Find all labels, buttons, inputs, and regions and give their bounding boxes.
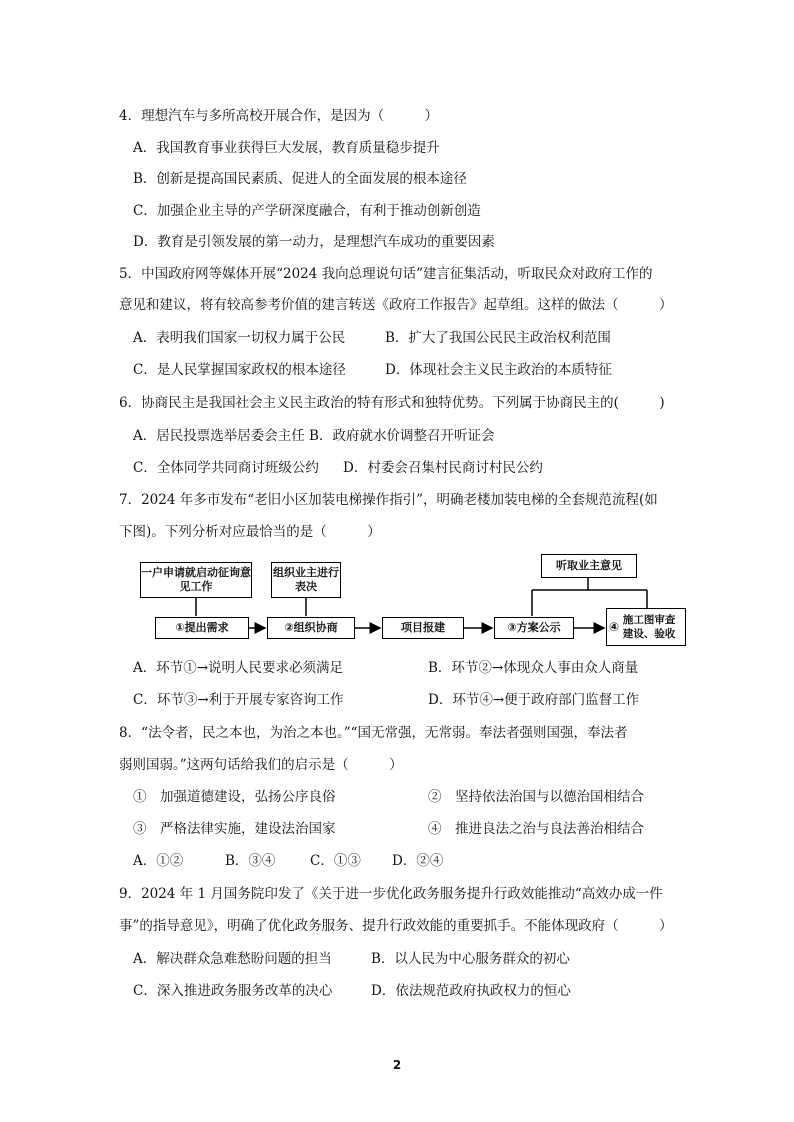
q8-item-4: ④ 推进良法之治与良法善治相结合	[428, 821, 644, 837]
flow-box-apply-consult: 一户申请就启动征询意见工作	[140, 562, 252, 598]
q5-option-b: B．扩大了我国公民民主政治权利范围	[385, 330, 611, 346]
q7-option-a: A．环节①→说明人民要求必须满足	[133, 660, 344, 676]
q9-option-a: A．解决群众急难愁盼问题的担当	[133, 951, 332, 967]
question-8-stem-line2: 弱则国弱。”这两句话给我们的启示是（ ）	[119, 757, 403, 773]
q8-item-1: ① 加强道德建设，弘扬公序良俗	[133, 789, 336, 805]
question-9-stem-line1: 9．2024 年 1 月国务院印发了《关于进一步优化政务服务提升行政效能推动“高效办成一件	[119, 886, 663, 902]
flow-step-3-plan-publicity: ③方案公示	[494, 617, 574, 639]
q6-option-c: C．全体同学共同商讨班级公约	[133, 460, 319, 476]
question-9-stem-line2: 事”的指导意见》，明确了优化政务服务、提升行政效能的重要抓手。不能体现政府（ ）	[119, 918, 673, 934]
flow-step-4-marker: ④	[609, 620, 620, 634]
q5-option-c: C．是人民掌握国家政权的根本途径	[133, 362, 346, 378]
q6-option-ab: A．居民投票选举居委会主任 B．政府就水价调整召开听证会	[133, 428, 495, 444]
q6-option-d: D．村委会召集村民商讨村民公约	[343, 460, 543, 476]
q5-option-a: A．表明我们国家一切权力属于公民	[133, 330, 346, 346]
flow-box-listen-opinions: 听取业主意见	[541, 554, 637, 578]
flow-step-project-filing: 项目报建	[382, 617, 464, 639]
page-number: 2	[392, 1058, 402, 1072]
q8-choice-a: A．①②	[133, 853, 184, 869]
question-4-stem: 4．理想汽车与多所高校开展合作，是因为（ ）	[119, 108, 439, 124]
q9-option-b: B．以人民为中心服务群众的初心	[371, 951, 570, 967]
q4-option-a: A．我国教育事业获得巨大发展，教育质量稳步提升	[133, 140, 440, 156]
flow-step-2-organize-consult: ②组织协商	[267, 617, 355, 639]
q8-choice-d: D．②④	[392, 853, 444, 869]
flow-step-4-label: 施工图审查建设、验收	[622, 614, 676, 640]
flow-step-1-propose-demand: ①提出需求	[155, 617, 249, 639]
q7-option-c: C．环节③→利于开展专家咨询工作	[133, 692, 344, 708]
q8-item-3: ③ 严格法律实施，建设法治国家	[133, 821, 336, 837]
question-5-stem-line1: 5．中国政府网等媒体开展“2024 我向总理说句话”建言征集活动，听取民众对政府工作的	[119, 266, 653, 282]
question-6-stem: 6．协商民主是我国社会主义民主政治的特有形式和独特优势。下列属于协商民主的( )	[119, 395, 665, 411]
q7-option-b: B．环节②→体现众人事由众人商量	[428, 660, 639, 676]
question-7-stem-line2: 下图)。下列分析对应最恰当的是（ ）	[119, 524, 381, 540]
q8-item-2: ② 坚持依法治国与以德治国相结合	[428, 789, 644, 805]
q4-option-d: D．教育是引领发展的第一动力，是理想汽车成功的重要因素	[133, 234, 495, 250]
q8-choice-b: B．③④	[225, 853, 276, 869]
question-5-stem-line2: 意见和建议，将有较高参考价值的建言转送《政府工作报告》起草组。这样的做法（ ）	[119, 297, 673, 313]
question-8-stem-line1: 8．“法令者，民之本也，为治之本也。”“国无常强，无常弱。奉法者强则国强，奉法者	[119, 725, 628, 741]
q7-option-d: D．环节④→便于政府部门监督工作	[428, 692, 640, 708]
q5-option-d: D．体现社会主义民主政治的本质特征	[385, 362, 612, 378]
q8-choice-c: C．①③	[310, 853, 361, 869]
question-7-stem-line1: 7．2024 年多市发布“老旧小区加装电梯操作指引”，明确老楼加装电梯的全套规范流程(如	[119, 492, 658, 508]
q9-option-d: D．依法规范政府执政权力的恒心	[371, 983, 571, 999]
flow-step-4-review-construction	[606, 608, 686, 646]
q4-option-c: C．加强企业主导的产学研深度融合，有利于推动创新创造	[133, 203, 481, 219]
q9-option-c: C．深入推进政务服务改革的决心	[133, 983, 333, 999]
flow-box-organize-vote: 组织业主进行表决	[271, 562, 341, 598]
q4-option-b: B．创新是提高国民素质、促进人的全面发展的根本途径	[133, 171, 467, 187]
